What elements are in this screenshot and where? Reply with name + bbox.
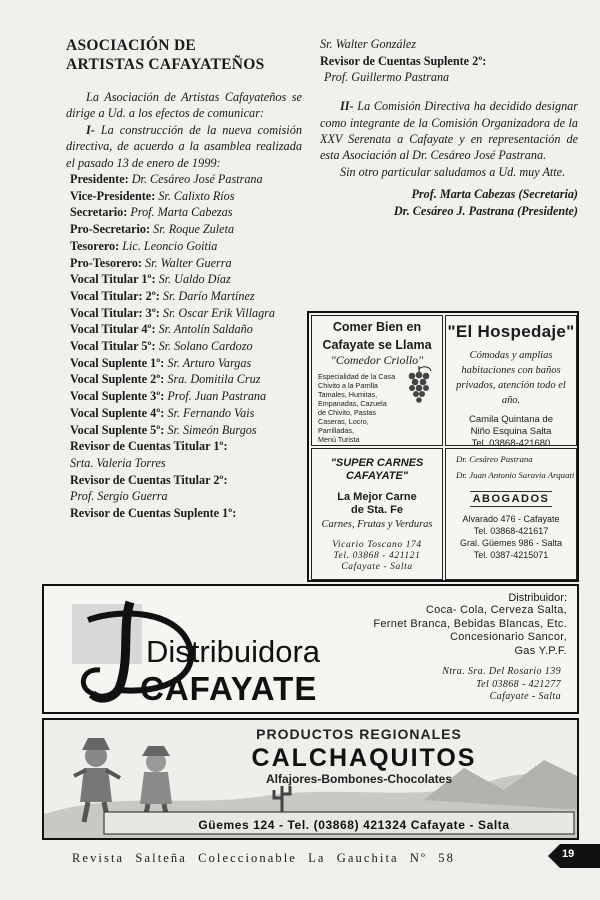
grapes-icon	[404, 364, 434, 404]
member-role: Vocal Titular: 3º:	[70, 305, 160, 320]
comedor-menu-line: Tamales, Humitas,	[318, 390, 378, 399]
member-row	[70, 255, 302, 272]
member-row	[70, 238, 302, 255]
member-row	[70, 288, 302, 305]
member-person: Sr. Simeón Burgos	[167, 422, 257, 437]
member-row	[70, 338, 302, 355]
distribuidor-product-line: Concesionario Sancor,	[450, 631, 567, 643]
member-row	[70, 388, 302, 405]
carnes-title: "SUPER CARNES CAFAYATE"	[330, 457, 424, 482]
member-role: Vocal Suplente 3º:	[70, 389, 165, 404]
member-row	[70, 371, 302, 388]
comedor-line2: Cafayate se Llama	[322, 338, 432, 352]
member-row	[70, 271, 302, 288]
comedor-menu-line: Especialidad de la Casa	[318, 372, 396, 381]
point2-text: La Comisión Directiva ha decidido designar como integrante de la Comisión Organizadora de la XXV Serenata a Cafayate y en representación de esta Asociación al Dr. Cesáreo José Pastrana.	[320, 99, 579, 163]
member-role: Vocal Suplente 4º:	[70, 405, 165, 420]
signature-president: Dr. Cesáreo J. Pastrana (Presidente)	[393, 204, 578, 219]
members-list	[66, 171, 302, 438]
comedor-menu-line: de Chivito, Pastas	[318, 408, 376, 417]
distribuidor-product-line: Fernet Branca, Bebidas Blancas, Etc.	[373, 617, 567, 630]
calchaquitos-brand: CALCHAQUITOS	[251, 744, 477, 772]
member-person: Prof. Marta Cabezas	[130, 205, 233, 220]
distribuidor-address: Ntra. Sra. Del Rosario 139 Tel 03868 - 421277 Cafayate - Salta	[442, 666, 561, 702]
member-row	[70, 221, 302, 238]
ad-comedor-criollo	[311, 315, 443, 446]
revisor-suplente-1-person: Sr. Walter González	[320, 37, 417, 51]
hospedaje-name: "El Hospedaje"	[447, 322, 575, 341]
revisor-titular-1-role: Revisor de Cuentas Titular 1º:	[70, 439, 228, 454]
member-row	[70, 171, 302, 188]
comedor-line1: Comer Bien en	[332, 320, 422, 334]
member-row	[70, 305, 302, 322]
member-person: Sr. Fernando Vais	[167, 405, 255, 420]
article-left-column	[66, 36, 302, 522]
article-intro: La Asociación de Artistas Cafayateños se dirige a Ud. a los efectos de comunicar:	[66, 90, 302, 121]
point1-text: La construcción de la nueva comisión directiva, de acuerdo a la asamblea realizada el pasado 13 de enero de 1999:	[66, 122, 302, 170]
member-row	[70, 188, 302, 205]
member-person: Sr. Walter Guerra	[145, 255, 232, 270]
carnes-address: Vicario Toscano 174 Tel. 03868 - 421121 Cafayate - Salta	[332, 540, 422, 572]
comedor-menu-line: Empanadas, Cazuela	[318, 399, 387, 408]
article-closing: Sin otro particular saludamos a Ud. muy Atte.	[340, 164, 566, 179]
member-person: Sr. Antolín Saldaño	[158, 322, 253, 337]
page-number: 19	[562, 848, 575, 860]
distribuidor-products	[277, 604, 567, 658]
comedor-menu-line: Caseras, Locro, Parrilladas,	[318, 417, 369, 435]
revisor-titular-2-role: Revisor de Cuentas Titular 2º:	[70, 472, 228, 487]
revisor-suplente-1-role: Revisor de Cuentas Suplente 1º:	[70, 506, 237, 521]
hospedaje-address: Camila Quintana de Niño Esquina Salta Tel. 03868-421680	[469, 414, 553, 446]
comedor-name: "Comedor Criollo"	[330, 353, 424, 367]
ad-el-hospedaje	[445, 315, 577, 446]
article-title-line2: ARTISTAS CAFAYATEÑOS	[66, 56, 265, 73]
article-right-column	[320, 36, 578, 220]
revisor-titular-2-person: Prof. Sergio Guerra	[70, 489, 168, 504]
comedor-menu-line: Chivito a la Parrilla	[318, 381, 378, 390]
revisor-titular-1-person: Srta. Valeria Torres	[70, 455, 166, 470]
comedor-menu	[312, 372, 404, 444]
member-role: Vocal Suplente 2º:	[70, 372, 165, 387]
ad-abogados	[445, 448, 577, 580]
member-person: Sr. Roque Zuleta	[153, 222, 235, 237]
calchaquitos-sub: Alfajores-Bombones-Chocolates	[265, 772, 453, 786]
distribuidor-label: Distribuidor:	[508, 592, 567, 604]
abogado-name-1: Dr. Cesáreo Pastrana	[456, 454, 533, 464]
member-row	[70, 204, 302, 221]
calchaquitos-top: PRODUCTOS REGIONALES	[256, 726, 462, 742]
member-role: Vocal Titular 1º:	[70, 272, 156, 287]
carnes-tagline: La Mejor Carne de Sta. Fe	[337, 491, 417, 516]
point1-lead: I-	[86, 122, 95, 137]
member-role: Vocal Suplente 5º:	[70, 422, 165, 437]
comedor-address	[312, 444, 442, 446]
member-person: Lic. Leoncio Goitia	[122, 238, 218, 253]
member-person: Sr. Calixto Ríos	[158, 188, 235, 203]
member-person: Sr. Ualdo Díaz	[158, 272, 231, 287]
member-row	[70, 355, 302, 372]
article-title	[66, 36, 302, 74]
member-row	[70, 321, 302, 338]
signature-secretary: Prof. Marta Cabezas (Secretaria)	[411, 187, 578, 202]
member-role: Vocal Titular: 2º:	[70, 288, 160, 303]
revisor-suplente-2-person: Prof. Guillermo Pastrana	[324, 70, 450, 85]
abogados-label: ABOGADOS	[470, 491, 553, 507]
member-person: Sr. Darío Martínez	[162, 288, 255, 303]
member-role: Tesorero:	[70, 238, 120, 253]
member-role: Vice-Presidente:	[70, 188, 156, 203]
distribuidora-info	[277, 592, 567, 704]
member-row	[70, 405, 302, 422]
calchaquitos-banner	[42, 718, 579, 840]
abogados-address: Alvarado 476 - Cafayate Tel. 03868-421617 Gral. Güemes 986 - Salta Tel. 0387-4215071	[459, 514, 563, 560]
comedor-menu-line: Menú Turista	[318, 435, 360, 444]
member-row	[70, 422, 302, 439]
member-role: Secretario:	[70, 205, 128, 220]
member-person: Dr. Cesáreo José Pastrana	[131, 172, 263, 187]
article-point2	[320, 98, 578, 164]
logo-word-distribuidora: Distribuidora	[146, 634, 321, 669]
calchaquitos-footer: Güemes 124 - Tel. (03868) 421324 Cafayate - Salta	[198, 818, 510, 832]
member-role: Vocal Titular 4º:	[70, 322, 156, 337]
point2-lead: II-	[340, 99, 354, 114]
member-person: Sr. Solano Cardozo	[158, 339, 253, 354]
ad-super-carnes	[311, 448, 443, 580]
distribuidor-product-line: Gas Y.P.F.	[514, 644, 567, 657]
distribuidora-banner	[42, 584, 579, 714]
member-person: Sr. Arturo Vargas	[167, 355, 252, 370]
member-role: Vocal Titular 5º:	[70, 339, 156, 354]
hospedaje-description: Cómodas y amplias habitaciones con baños privados, atención todo el año.	[456, 350, 566, 406]
logo-word-cafayate: CAFAYATE	[140, 670, 318, 707]
member-role: Presidente:	[70, 172, 129, 187]
distribuidor-product-line: Coca- Cola, Cerveza Salta,	[425, 604, 567, 616]
revisor-suplente-2-role: Revisor de Cuentas Suplente 2º:	[320, 53, 487, 68]
article-point1	[66, 122, 302, 171]
member-role: Vocal Suplente 1º:	[70, 355, 165, 370]
member-role: Pro-Tesorero:	[70, 255, 142, 270]
member-person: Sra. Domitila Cruz	[167, 372, 261, 387]
page-footer: Revista Salteña Coleccionable La Gauchita Nº 58	[72, 851, 455, 865]
abogado-name-2: Dr. Juan Antonio Saravia Arquati	[456, 470, 575, 480]
carnes-products: Carnes, Frutas y Verduras	[321, 519, 433, 530]
member-role: Pro-Secretario:	[70, 222, 151, 237]
article-title-line1: ASOCIACIÓN DE	[66, 37, 197, 54]
member-person: Sr. Oscar Erik Villagra	[162, 305, 276, 320]
member-person: Prof. Juan Pastrana	[167, 389, 267, 404]
ads-grid	[307, 311, 579, 582]
